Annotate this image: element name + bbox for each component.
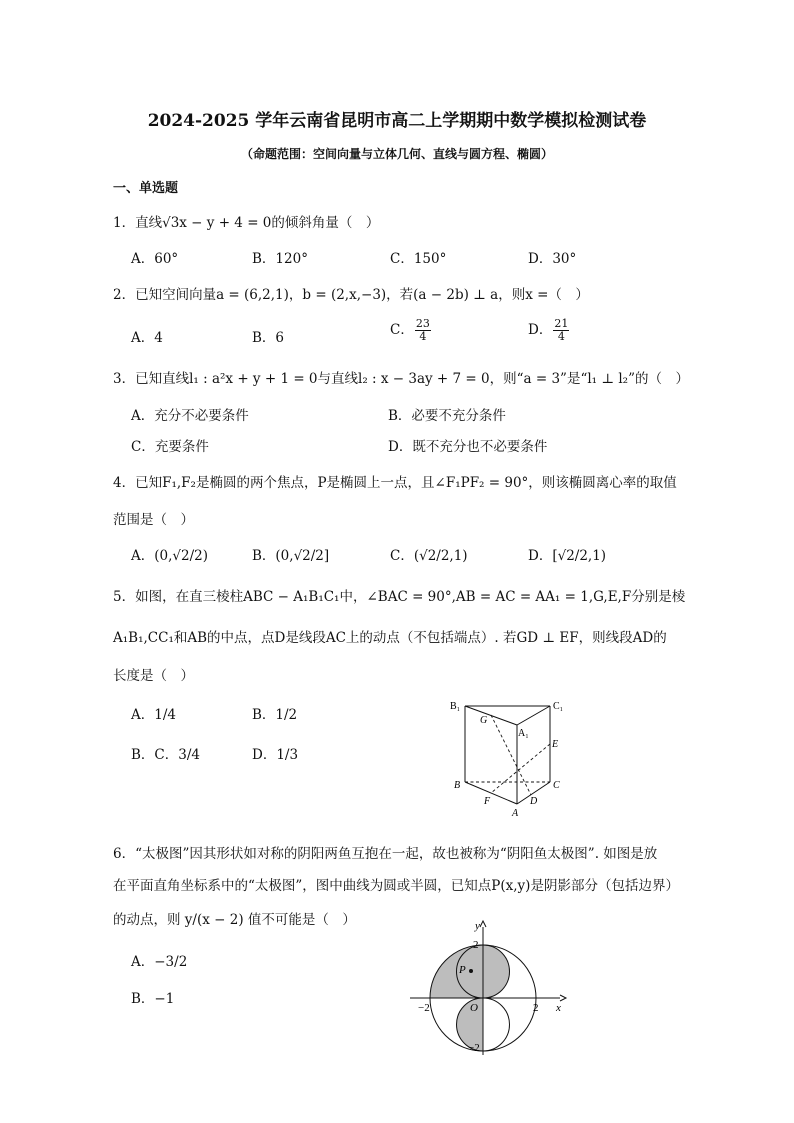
q3-option-a: A．充分不必要条件 [131,408,249,424]
question-6-stem-line2: 在平面直角坐标系中的“太极图”，图中曲线为圆或半圆，已知点P(x,y)是阴影部分（包括边界） [113,878,679,894]
label-d: D [530,796,538,807]
label-x-axis: x [556,1002,561,1014]
q2-option-a: A．4 [131,330,163,346]
q1-option-a: A．60° [131,251,179,267]
label-b: B [454,780,461,791]
point-p [469,969,473,973]
edge-c1a1 [517,706,550,725]
label-y-neg2: −2 [468,1042,480,1054]
q6-option-b: B．−1 [131,991,175,1007]
label-y-axis: y [475,920,480,932]
question-6-stem: 6．“太极图”因其形状如对称的阴阳两鱼互抱在一起，故也被称为“阴阳鱼太极图”. 如图是放 [113,846,658,862]
question-5-stem: 5．如图，在直三棱柱ABC − A₁B₁C₁中，∠BAC = 90°,AB = AC = AA₁ = 1,G,E,F分别是棱 [113,589,686,605]
label-f: F [484,796,491,807]
q3-option-d: D．既不充分也不必要条件 [388,439,548,455]
q5-option-b: B．1/2 [252,707,298,723]
q5-option-a: A．1/4 [131,707,176,723]
question-3-stem: 3．已知直线l₁ : a²x + y + 1 = 0与直线l₂ : x − 3ay + 7 = 0，则“a = 3”是“l₁ ⊥ l₂”的（ ） [113,371,689,387]
question-5-stem-line2: A₁B₁,CC₁和AB的中点，点D是线段AC上的动点（不包括端点）. 若GD ⊥ EF，则线段AD的 [113,630,667,646]
label-a1: A₁ [518,728,529,739]
y-axis-arrow [480,921,486,927]
question-5-stem-line3: 长度是（ ） [113,668,194,684]
label-x-2: 2 [533,1002,539,1014]
label-y-2: 2 [473,939,479,951]
edge-ba [465,782,517,804]
x-axis-arrow [560,995,566,1001]
label-a: A [512,808,519,819]
q4-option-d: D．[√2/2,1) [528,548,607,564]
q5-option-c: B．C．3/4 [131,747,200,763]
q3-option-c: C．充要条件 [131,439,209,455]
question-4-stem: 4．已知F₁,F₂是椭圆的两个焦点，P是椭圆上一点，且∠F₁PF₂ = 90°，则该椭圆离心率的取值 [113,475,677,491]
q2-option-c-fraction: $\frac{23}{4}$ [415,317,430,343]
segment-ef [491,744,550,793]
label-e: E [552,739,559,750]
q1-option-c: C．150° [390,251,447,267]
q3-option-b: B．必要不充分条件 [388,408,506,424]
question-2-stem: 2．已知空间向量a = (6,2,1)，b = (2,x,−3)，若(a − 2b) ⊥ a，则x =（ ） [113,287,589,303]
q2-option-d: D． $\frac{21}{4}$ [528,317,569,343]
question-1-stem: 1．直线√3x − y + 4 = 0的倾斜角量（ ） [113,215,380,231]
taiji-figure [400,915,575,1057]
label-c: C [553,780,560,791]
label-p: P [459,964,466,976]
label-x-neg2: −2 [418,1002,430,1014]
label-g: G [480,715,488,726]
prism-figure [440,692,580,822]
label-c1: C₁ [553,701,564,712]
q2-option-b: B．6 [252,330,285,346]
q1-option-b: B．120° [252,251,308,267]
q4-option-c: C．(√2/2,1) [390,548,468,564]
q6-option-a: A．−3/2 [131,954,188,970]
section-heading: 一、单选题 [113,181,179,196]
question-4-stem-line2: 范围是（ ） [113,512,194,528]
q2-option-d-fraction: $\frac{21}{4}$ [554,317,569,343]
question-6-stem-line3: 的动点，则 y/(x − 2) 值不可能是（ ） [113,912,356,928]
q4-option-a: A．(0,√2/2) [131,548,208,564]
paper-subtitle: （命题范围：空间向量与立体几何、直线与圆方程、椭圆） [240,147,553,161]
q1-option-d: D．30° [528,251,577,267]
label-origin: O [470,1002,478,1014]
label-b1: B₁ [450,701,461,712]
q5-option-d: D．1/3 [252,747,299,763]
paper-title: 2024-2025 学年云南省昆明市高二上学期期中数学模拟检测试卷 [147,111,647,131]
segment-gd [491,715,531,795]
q4-option-b: B．(0,√2/2] [252,548,330,564]
q2-option-c: C． $\frac{23}{4}$ [390,317,430,343]
